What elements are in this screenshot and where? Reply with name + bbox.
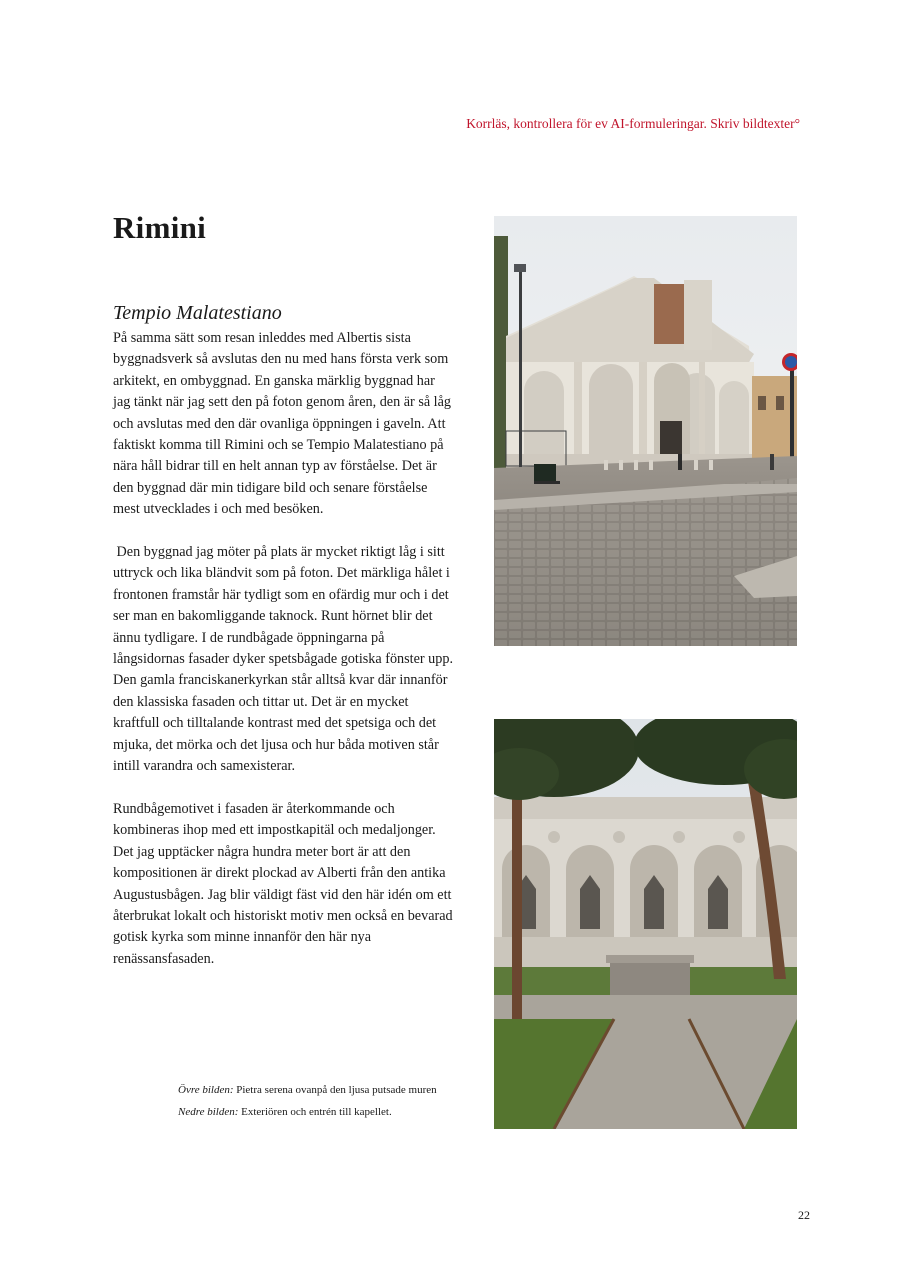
caption-bottom-text: Exteriören och entrén till kapellet. xyxy=(238,1106,392,1118)
body-text xyxy=(113,328,457,992)
section-subtitle: Tempio Malatestiano xyxy=(113,302,282,324)
paragraph-1: På samma sätt som resan inleddes med Albertis sista byggnadsverk så avslutas den nu med hans första verk som arkitekt, en ombyggnad. En ganska märklig byggnad har jag tänkt när jag sett den på foton genom åren, den är så låg och avslutas med den där ovanliga öppningen i gaveln. Att faktiskt komma till Rimini och se Tempio Malatestiano på nära håll bidrar till en helt annan typ av förståelse. Det är den byggnad där min tidigare bild och senare förståelse mest utvecklades i och med besöken. xyxy=(113,330,452,518)
photo-tempio-facade xyxy=(494,216,797,646)
editor-note: Korrläs, kontrollera för ev AI-formuleringar. Skriv bildtexter° xyxy=(466,116,800,131)
caption-bottom xyxy=(178,1101,437,1123)
caption-top-label: Övre bilden: xyxy=(178,1084,234,1096)
caption-top-text: Pietra serena ovanpå den ljusa putsade muren xyxy=(233,1084,437,1096)
page-title: Rimini xyxy=(113,210,207,245)
photo-captions xyxy=(178,1079,437,1123)
paragraph-2: Den byggnad jag möter på plats är mycket riktigt låg i sitt uttryck och lika bländvit som på foton. Det märkliga hålet i frontonen framstår här tydligt som en ofärdig mur och i det ser man en bakomliggande taknock. Runt hörnet blir det ännu tydligare. I de rundbågade öppningarna på långsidornas fasader dyker spetsbågade gotiska fönster upp. Den gamla franciskanerkyrkan står alltså kvar där innanför den klassiska fasaden och tittar ut. Det är en mycket kraftfull och tilltalande kontrast med det spetsiga och det mjuka, det mörka och det ljusa och hur båda motiven står intill varandra och samexisterar. xyxy=(113,544,457,775)
paragraph-3: Rundbågemotivet i fasaden är återkommande och kombineras ihop med ett impostkapitäl och medaljonger. Det jag upptäcker några hundra meter bort är att den kompositionen är direkt plockad av Alberti från den antika Augustusbågen. Jag blir väldigt fäst vid den här idén om ett återbrukat lokalt och historiskt motiv men också en bevarad gotisk kyrka som minne innanför den här nya renässansfasaden. xyxy=(113,800,453,967)
caption-top xyxy=(178,1079,437,1101)
caption-bottom-label: Nedre bilden: xyxy=(178,1106,239,1118)
page-number: 22 xyxy=(798,1208,810,1222)
photo-chapel-exterior xyxy=(494,719,797,1129)
